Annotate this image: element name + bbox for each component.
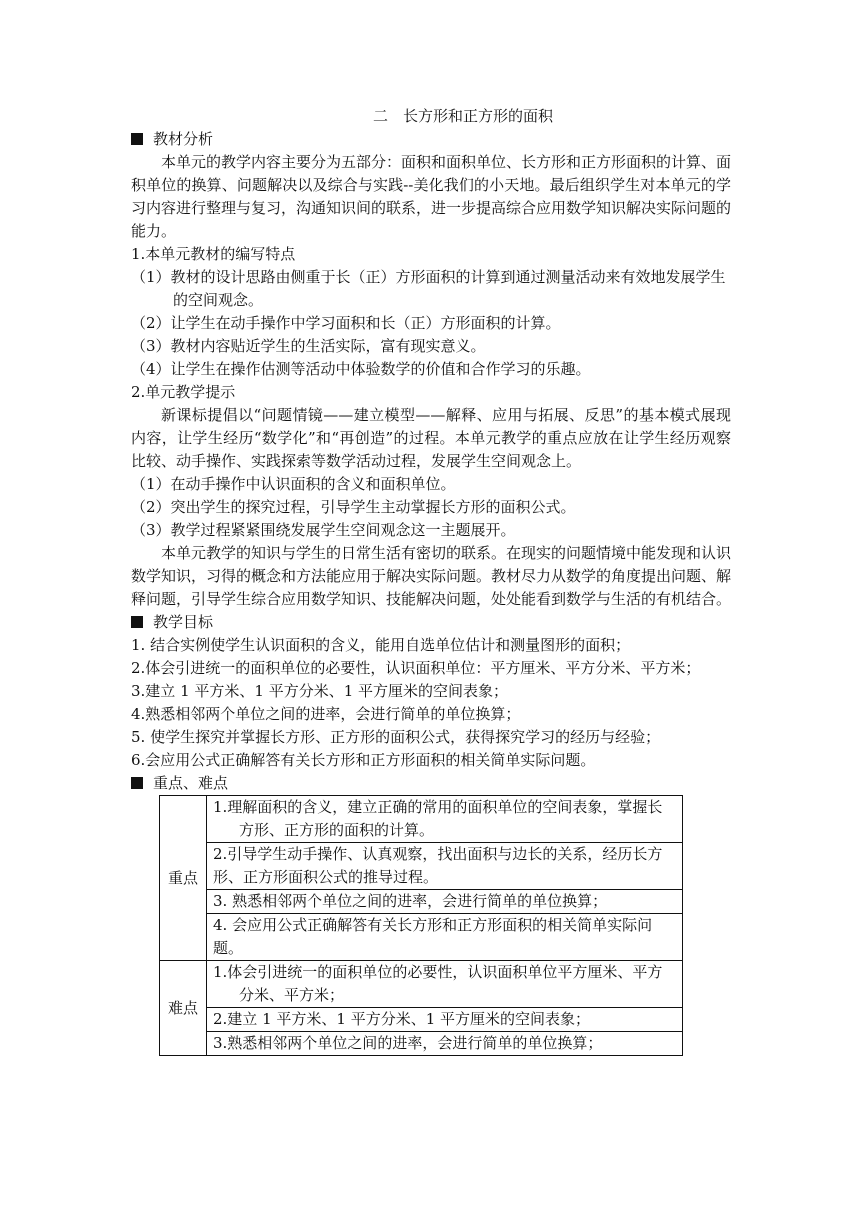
section-heading-goals (131, 611, 731, 634)
table-cell (207, 843, 683, 890)
goal-item: 2.体会引进统一的面积单位的必要性，认识面积单位：平方厘米、平方分米、平方米； (131, 659, 701, 677)
feature-item: （2）让学生在动手操作中学习面积和长（正）方形面积的计算。 (131, 314, 561, 332)
square-bullet-icon (131, 133, 143, 145)
keypoints-table (159, 795, 683, 1056)
feature-item: （3）教材内容贴近学生的生活实际，富有现实意义。 (131, 337, 486, 355)
subheading-tips: 2.单元教学提示 (131, 383, 236, 401)
table-row (160, 843, 683, 890)
difficulty-item: 1.体会引进统一的面积单位的必要性，认识面积单位平方厘米、平方分米、平方米； (213, 963, 663, 1004)
goal-item: 1. 结合实例使学生认识面积的含义，能用自选单位估计和测量图形的面积； (131, 636, 631, 654)
section-heading-keypoints (131, 772, 731, 795)
tip-item: （3）教学过程紧紧围绕发展学生空间观念这一主题展开。 (131, 521, 516, 539)
goal-item: 6.会应用公式正确解答有关长方形和正方形面积的相关简单实际问题。 (131, 751, 596, 769)
page-title: 二 长方形和正方形的面积 (372, 107, 553, 125)
table-row (160, 961, 683, 1008)
table-cell (207, 890, 683, 914)
goal-item: 3.建立 1 平方米、1 平方分米、1 平方厘米的空间表象； (131, 682, 509, 700)
key-label-cell: 重点 (160, 796, 207, 961)
feature-item: （1）教材的设计思路由侧重于长（正）方形面积的计算到通过测量活动来有效地发展学生的空间观念。 (131, 268, 726, 309)
feature-item: （4）让学生在操作估测等活动中体验数学的价值和合作学习的乐趣。 (131, 360, 591, 378)
key-item: 2.引导学生动手操作、认真观察，找出面积与边长的关系，经历长方形、正方形面积公式的推导过程。 (213, 845, 663, 886)
section-heading-analysis (131, 128, 731, 151)
square-bullet-icon (131, 777, 143, 789)
table-cell (207, 1032, 683, 1056)
difficulty-label-cell: 难点 (160, 961, 207, 1056)
difficulty-item: 2.建立 1 平方米、1 平方分米、1 平方厘米的空间表象； (213, 1010, 591, 1028)
section-heading-text: 重点、难点 (153, 774, 229, 792)
table-row (160, 914, 683, 961)
document-content (131, 104, 731, 1056)
subheading-features: 1.本单元教材的编写特点 (131, 245, 296, 263)
goal-item: 5. 使学生探究并掌握长方形、正方形的面积公式，获得探究学习的经历与经验； (131, 728, 661, 746)
difficulty-item: 3.熟悉相邻两个单位之间的进率，会进行简单的单位换算； (213, 1034, 603, 1052)
closing-paragraph: 本单元教学的知识与学生的日常生活有密切的联系。在现实的问题情境中能发现和认识数学知识，习得的概念和方法能应用于解决实际问题。教材尽力从数学的角度提出问题、解释问题，引导学生综合应用数学知识、技能解决问题，处处能看到数学与生活的有机结合。 (131, 544, 732, 608)
table-row (160, 1032, 683, 1056)
section-heading-text: 教学目标 (153, 613, 214, 631)
section-heading-text: 教材分析 (153, 130, 214, 148)
square-bullet-icon (131, 616, 143, 628)
tip-paragraph: 新课标提倡以“问题情镜——建立模型——解释、应用与拓展、反思”的基本模式展现内容，让学生经历“数学化”和“再创造”的过程。本单元教学的重点应放在让学生经历观察比较、动手操作、实践探索等数学活动过程，发展学生空间观念上。 (131, 406, 731, 470)
key-item: 4. 会应用公式正确解答有关长方形和正方形面积的相关简单实际问题。 (213, 916, 653, 957)
key-item: 3. 熟悉相邻两个单位之间的进率，会进行简单的单位换算； (213, 892, 608, 910)
table-cell (207, 914, 683, 961)
goal-item: 4.熟悉相邻两个单位之间的进率，会进行简单的单位换算； (131, 705, 521, 723)
tip-item: （2）突出学生的探究过程，引导学生主动掌握长方形的面积公式。 (131, 498, 576, 516)
table-cell (207, 796, 683, 843)
table-cell (207, 1008, 683, 1032)
table-row (160, 1008, 683, 1032)
table-row (160, 890, 683, 914)
key-item: 1.理解面积的含义，建立正确的常用的面积单位的空间表象，掌握长方形、正方形的面积的计算。 (213, 798, 663, 839)
tip-item: （1）在动手操作中认识面积的含义和面积单位。 (131, 475, 456, 493)
table-row (160, 796, 683, 843)
table-cell (207, 961, 683, 1008)
intro-paragraph: 本单元的教学内容主要分为五部分：面积和面积单位、长方形和正方形面积的计算、面积单位的换算、问题解决以及综合与实践--美化我们的小天地。最后组织学生对本单元的学习内容进行整理与复习，沟通知识间的联系，进一步提高综合应用数学知识解决实际问题的能力。 (131, 153, 732, 240)
